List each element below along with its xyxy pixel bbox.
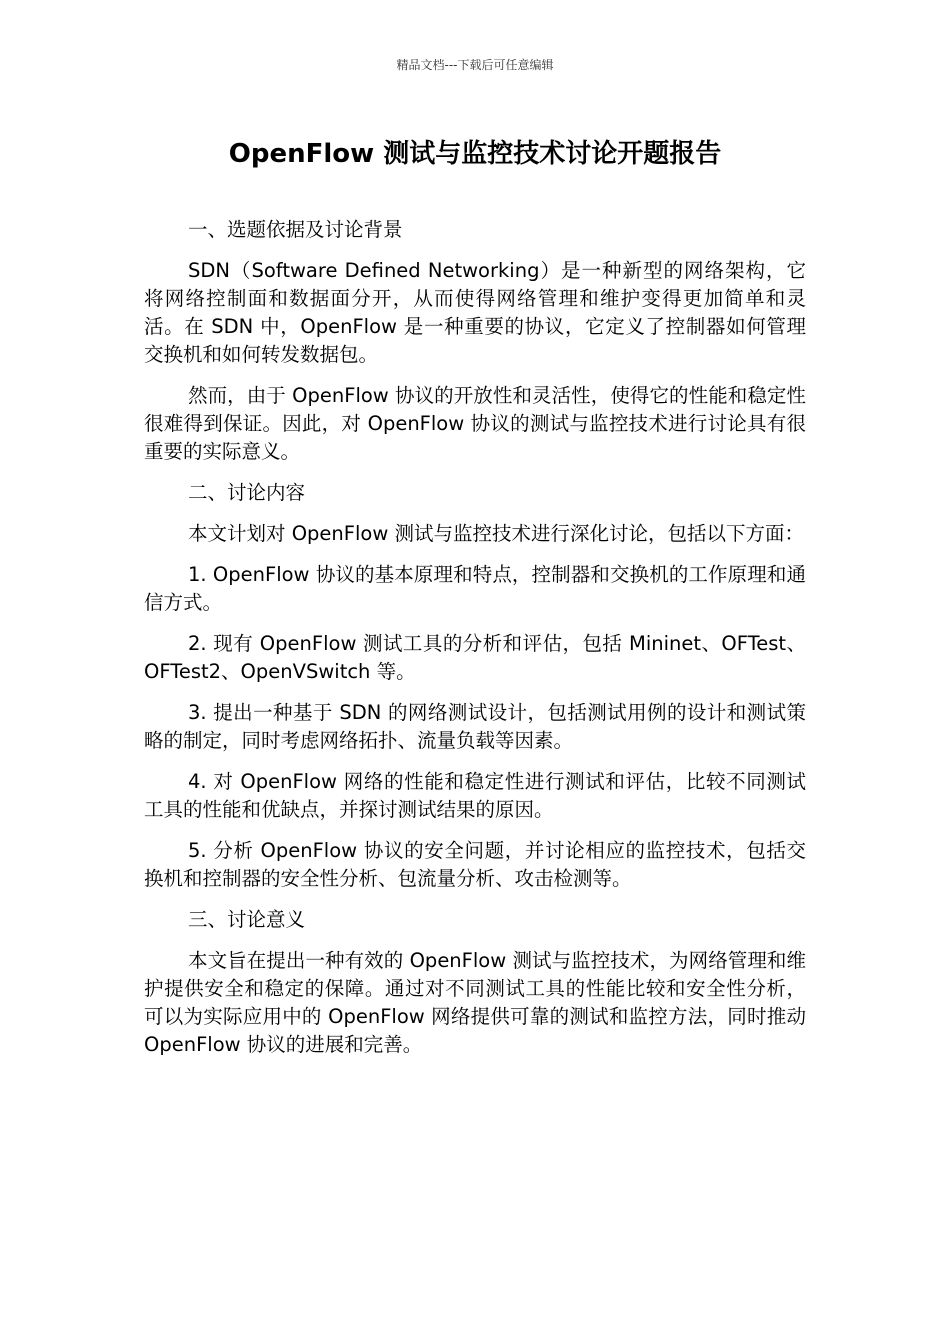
list-item-4: 4. 对 OpenFlow 网络的性能和稳定性进行测试和评估，比较不同测试工具的性能和优缺点，并探讨测试结果的原因。	[144, 770, 806, 821]
document-title: OpenFlow 测试与监控技术讨论开题报告	[228, 139, 722, 169]
list-item-3: 3. 提出一种基于 SDN 的网络测试设计，包括测试用例的设计和测试策略的制定，同时考虑网络拓扑、流量负载等因素。	[144, 701, 806, 752]
list-item-2: 2. 现有 OpenFlow 测试工具的分析和评估，包括 Mininet、OFTest、OFTest2、OpenVSwitch 等。	[144, 632, 806, 683]
paragraph-openflow-importance: 然而，由于 OpenFlow 协议的开放性和灵活性，使得它的性能和稳定性很难得到保证。因此，对 OpenFlow 协议的测试与监控技术进行讨论具有很重要的实际意义。	[144, 384, 806, 463]
paragraph-sdn-intro: SDN（Software Defined Networking）是一种新型的网络架构，它将网络控制面和数据面分开，从而使得网络管理和维护变得更加简单和灵活。在 SDN 中，OpenFlow 是一种重要的协议，它定义了控制器如何管理交换机和如何转发数据包。	[144, 259, 806, 366]
list-item-5: 5. 分析 OpenFlow 协议的安全问题，并讨论相应的监控技术，包括交换机和控制器的安全性分析、包流量分析、攻击检测等。	[144, 839, 806, 890]
section-heading-background: 一、选题依据及讨论背景	[188, 218, 403, 241]
paragraph-significance: 本文旨在提出一种有效的 OpenFlow 测试与监控技术，为网络管理和维护提供安全和稳定的保障。通过对不同测试工具的性能比较和安全性分析，可以为实际应用中的 OpenFlow 网络提供可靠的测试和监控方法，同时推动 OpenFlow 协议的进展和完善。	[144, 949, 806, 1056]
list-item-1: 1. OpenFlow 协议的基本原理和特点，控制器和交换机的工作原理和通信方式。	[144, 563, 806, 614]
paragraph-content-intro: 本文计划对 OpenFlow 测试与监控技术进行深化讨论，包括以下方面：	[188, 522, 804, 545]
document-body	[144, 216, 806, 1072]
section-heading-significance: 三、讨论意义	[188, 908, 306, 931]
page-header-note: 精品文档---下载后可任意编辑	[396, 58, 554, 72]
section-heading-content: 二、讨论内容	[188, 481, 306, 504]
